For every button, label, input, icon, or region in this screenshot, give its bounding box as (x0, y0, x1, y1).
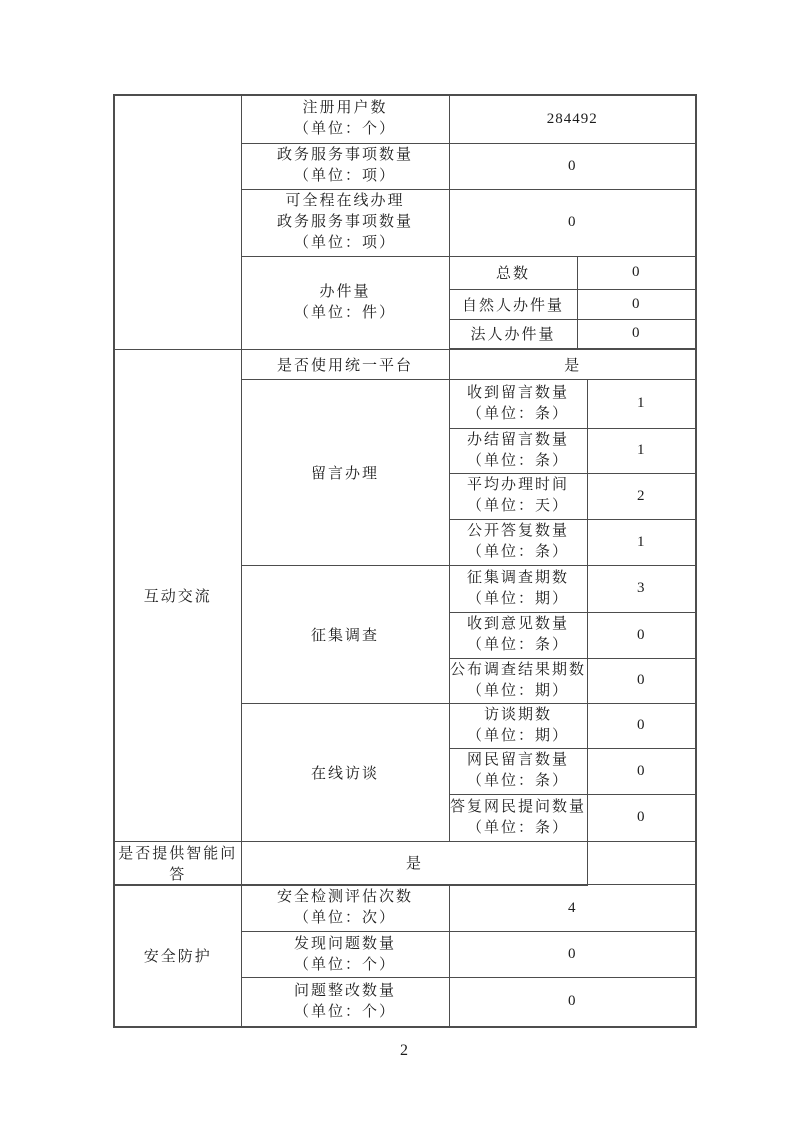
metric-label-cell: 是否使用统一平台 (241, 349, 449, 379)
metric-name: 收到留言数量 (466, 384, 569, 401)
group-label-cell: 征集调查 (241, 565, 449, 703)
sub-value-cell: 3 (587, 565, 696, 612)
metric-label-cell (241, 143, 449, 189)
sub-value-cell: 1 (587, 379, 696, 428)
table-row (114, 349, 696, 379)
metric-value-cell: 0 (449, 189, 696, 256)
sub-value-cell: 1 (587, 428, 696, 473)
sub-label-cell (449, 519, 587, 565)
category-cell-security: 安全防护 (114, 885, 241, 1027)
group-label-cell: 在线访谈 (241, 703, 449, 841)
table-row (114, 95, 696, 143)
metric-unit: （单位：次） (293, 910, 396, 927)
metric-value-cell: 4 (449, 885, 696, 932)
metric-unit: （单位：条） (466, 405, 569, 422)
sub-value-cell: 0 (577, 319, 696, 349)
metric-value-cell: 0 (449, 978, 696, 1027)
metric-value-cell: 是 (449, 349, 696, 379)
sub-value-cell: 0 (577, 289, 696, 319)
metric-name: 平均办理时间 (466, 477, 569, 493)
metric-name: 访谈期数 (483, 706, 552, 723)
metric-unit: （单位：个） (293, 1003, 396, 1020)
metric-unit: （单位：期） (466, 590, 569, 607)
sub-value-cell: 2 (587, 473, 696, 519)
metric-unit: （单位：条） (466, 544, 569, 560)
group-unit: （单位：件） (293, 304, 396, 321)
metric-unit: （单位：天） (466, 498, 569, 514)
sub-value-cell: 0 (577, 256, 696, 289)
metric-unit: （单位：个） (293, 956, 396, 973)
metric-value-cell: 0 (449, 932, 696, 978)
metric-unit: （单位：期） (466, 682, 569, 699)
sub-label-cell (449, 565, 587, 612)
group-label-cell: 留言办理 (241, 379, 449, 565)
sub-value-cell: 0 (587, 658, 696, 703)
sub-label-cell (449, 473, 587, 519)
metric-unit: （单位：条） (466, 773, 569, 789)
metric-label-cell (241, 189, 449, 256)
metric-label-cell (241, 978, 449, 1027)
category-cell-interaction: 互动交流 (114, 349, 241, 841)
category-cell-blank (114, 95, 241, 349)
metric-label-cell (241, 885, 449, 932)
sub-label-cell (449, 428, 587, 473)
sub-value-cell: 0 (587, 703, 696, 748)
sub-value-cell: 0 (587, 748, 696, 794)
metric-value-cell: 284492 (449, 95, 696, 143)
sub-label-cell (449, 658, 587, 703)
metric-name: 注册用户数 (302, 100, 388, 117)
metric-label-cell (241, 95, 449, 143)
metric-label-cell (241, 932, 449, 978)
sub-label-cell (449, 748, 587, 794)
sub-label-cell: 总数 (449, 256, 577, 289)
group-name: 办件量 (319, 283, 371, 300)
metric-name: 发现问题数量 (293, 935, 396, 952)
metric-unit: （单位：期） (466, 727, 569, 744)
metric-unit: （单位：项） (293, 235, 396, 251)
group-label-cell (241, 256, 449, 349)
metric-name: 公布调查结果期数 (449, 661, 586, 678)
page-number: 2 (400, 1042, 408, 1059)
table-row (114, 841, 696, 885)
metric-value-cell: 0 (449, 143, 696, 189)
metric-unit: （单位：条） (466, 819, 569, 836)
sub-label-cell: 自然人办件量 (449, 289, 577, 319)
sub-label-cell (449, 703, 587, 748)
metric-name: 问题整改数量 (293, 982, 396, 999)
metric-name: 公开答复数量 (466, 523, 569, 539)
metric-name: 政务服务事项数量 (276, 214, 413, 230)
metric-name: 网民留言数量 (466, 752, 569, 768)
sub-value-cell: 0 (587, 794, 696, 841)
table-row (114, 885, 696, 932)
metric-name: 征集调查期数 (466, 569, 569, 586)
metric-unit: （单位：条） (466, 452, 569, 469)
metric-name: 收到意见数量 (466, 616, 569, 632)
sub-value-cell: 0 (587, 612, 696, 658)
metric-unit: （单位：项） (293, 168, 396, 184)
metric-name: 可全程在线办理 (285, 193, 405, 209)
metric-unit: （单位：个） (293, 121, 396, 138)
metric-label-cell: 是否提供智能问答 (114, 841, 241, 885)
sub-label-cell (449, 379, 587, 428)
metric-value-cell: 是 (241, 841, 587, 885)
report-table (113, 94, 697, 1028)
metric-unit: （单位：条） (466, 637, 569, 653)
metric-name: 安全检测评估次数 (276, 889, 413, 906)
sub-label-cell (449, 612, 587, 658)
metric-name: 政务服务事项数量 (276, 147, 413, 163)
sub-label-cell (449, 794, 587, 841)
metric-name: 答复网民提问数量 (449, 798, 586, 815)
sub-value-cell: 1 (587, 519, 696, 565)
metric-name: 办结留言数量 (466, 431, 569, 448)
sub-label-cell: 法人办件量 (449, 319, 577, 349)
